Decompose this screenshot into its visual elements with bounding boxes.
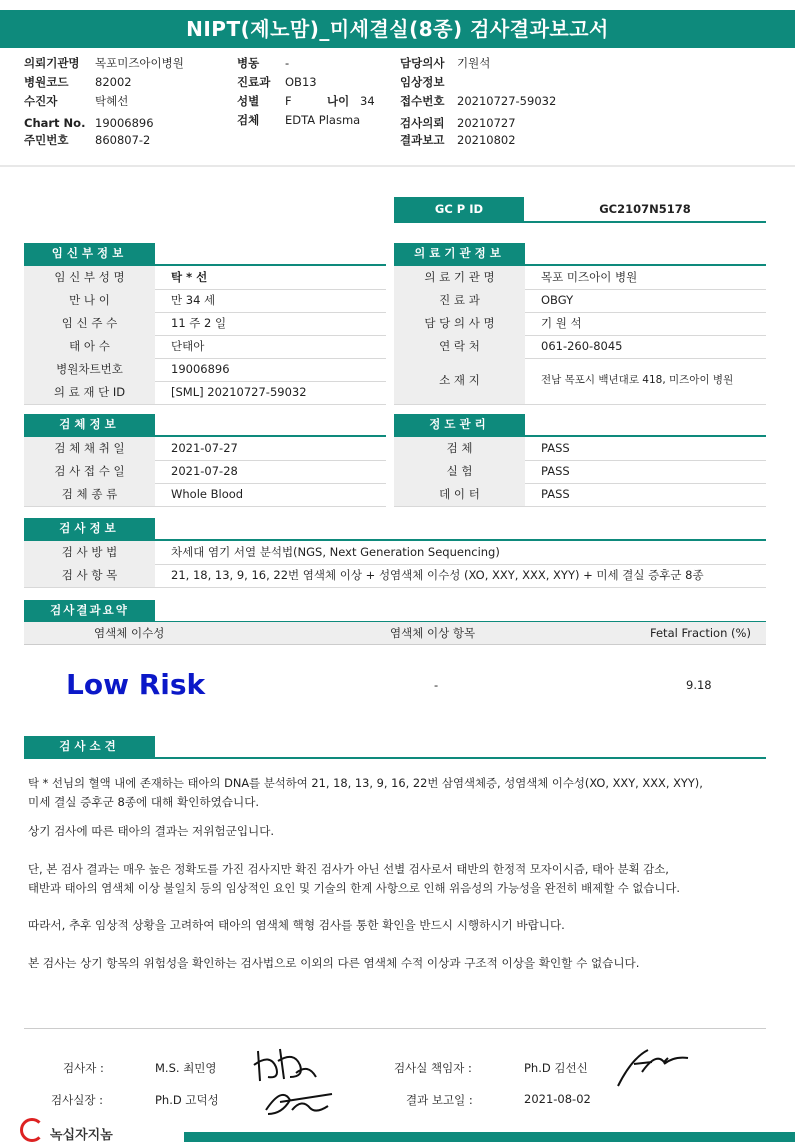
- header-label: 의뢰기관명: [24, 56, 80, 70]
- header-label: 병동: [237, 56, 260, 70]
- table-row: [24, 541, 766, 565]
- row-value: 19006896: [171, 362, 230, 376]
- signature-divider: [24, 1028, 766, 1029]
- responsible-label: 검사실 책임자 :: [394, 1061, 472, 1075]
- table-row: [394, 289, 766, 313]
- header-value: 82002: [95, 75, 132, 89]
- row-label: 의 료 기 관 명: [394, 266, 525, 289]
- header-value: 20210727: [457, 116, 516, 130]
- header-label: 결과보고: [400, 133, 445, 147]
- report-date-value: 2021-08-02: [524, 1092, 591, 1106]
- row-value: 목포 미즈아이 병원: [541, 270, 638, 284]
- row-label: 담 당 의 사 명: [394, 312, 525, 335]
- row-value: 2021-07-27: [171, 441, 238, 455]
- header-value: 탁혜선: [95, 94, 129, 108]
- header-label: 임상정보: [400, 75, 445, 89]
- table-row: [24, 564, 766, 588]
- tester-label: 검사자 :: [63, 1061, 104, 1075]
- row-value: 차세대 염기 서열 분석법(NGS, Next Generation Sequencing): [171, 545, 500, 559]
- table-row: [24, 437, 386, 461]
- row-value: Whole Blood: [171, 487, 244, 501]
- section-tab-findings: 검사소견: [24, 736, 155, 757]
- row-label: 실 험: [394, 460, 525, 483]
- row-label: 검 체 종 류: [24, 483, 155, 506]
- header-label: 검체: [237, 113, 260, 127]
- summary-col-header: Fetal Fraction (%): [650, 626, 751, 640]
- table-row: [394, 483, 766, 507]
- table-row: [24, 266, 386, 290]
- header-value: EDTA Plasma: [285, 113, 361, 127]
- table-row: [24, 289, 386, 313]
- summary-col-header: 염색체 이수성: [94, 626, 165, 640]
- row-value: PASS: [541, 464, 570, 478]
- row-label: 연 락 처: [394, 335, 525, 358]
- row-value: OBGY: [541, 293, 574, 307]
- row-value: 단태아: [171, 339, 205, 353]
- footer-logo: 녹십자지놈: [50, 1128, 113, 1143]
- row-value: PASS: [541, 441, 570, 455]
- header-value: F: [285, 94, 292, 108]
- row-label: 임 신 주 수: [24, 312, 155, 335]
- table-row: [394, 437, 766, 461]
- row-label: 검 사 접 수 일: [24, 460, 155, 483]
- abnormal-item-value: -: [434, 678, 439, 692]
- header-label: 담당의사: [400, 56, 445, 70]
- gc-pid-value: GC2107N5178: [599, 202, 691, 216]
- findings-line: 상기 검사에 따른 태아의 결과는 저위험군입니다.: [28, 824, 275, 838]
- section-rule: [24, 757, 766, 759]
- responsible-name: Ph.D 김선신: [524, 1061, 588, 1075]
- row-value: [SML] 20210727-59032: [171, 385, 307, 399]
- section-tab-test: 검사정보: [24, 518, 155, 539]
- logo-icon: [20, 1118, 44, 1142]
- header-value: 860807-2: [95, 133, 151, 147]
- row-value: 탁 * 선: [171, 270, 208, 284]
- section-tab-institution: 의료기관정보: [394, 243, 525, 264]
- row-value: 2021-07-28: [171, 464, 238, 478]
- header-label: 수진자: [24, 94, 58, 108]
- row-value: 전남 목포시 백년대로 418, 미즈아이 병원: [541, 374, 734, 386]
- table-row: [24, 460, 386, 484]
- summary-col-header: 염색체 이상 항목: [390, 626, 476, 640]
- footer-bar: [184, 1132, 795, 1142]
- findings-line: 본 검사는 상기 항목의 위험성을 확인하는 검사법으로 이외의 다른 염색체 수적 이상과 구조적 이상을 확인할 수 없습니다.: [28, 956, 640, 970]
- row-label: 소 재 지: [394, 358, 525, 404]
- header-value: 20210727-59032: [457, 94, 557, 108]
- header-label: 검사의뢰: [400, 116, 445, 130]
- row-value: 21, 18, 13, 9, 16, 22번 염색체 이상 + 성염색체 이수성 (XO, XXY, XXX, XYY) + 미세 결실 증후군 8종: [171, 568, 704, 582]
- gc-pid-bar: [394, 197, 766, 223]
- table-row: [24, 335, 386, 359]
- findings-line: 따라서, 추후 임상적 상황을 고려하여 태아의 염색체 핵형 검사를 통한 확인을 반드시 시행하시기 바랍니다.: [28, 918, 565, 932]
- header-value: 19006896: [95, 116, 154, 130]
- director-label: 검사실장 :: [51, 1093, 103, 1107]
- section-tab-qc: 정도관리: [394, 414, 525, 435]
- row-value: PASS: [541, 487, 570, 501]
- row-label: 검 체 채 취 일: [24, 437, 155, 460]
- tester-name: M.S. 최민영: [155, 1061, 217, 1075]
- findings-line: 단, 본 검사 결과는 매우 높은 정확도를 가진 검사지만 확진 검사가 아닌 선별 검사로서 태반의 한정적 모자이시즘, 태아 분획 감소,: [28, 862, 669, 876]
- row-label: 데 이 터: [394, 483, 525, 506]
- report-title: NIPT(제노맘)_미세결실(8종) 검사결과보고서: [0, 10, 795, 48]
- findings-line: 탁 * 선님의 혈액 내에 존재하는 태아의 DNA를 분석하여 21, 18, 13, 9, 16, 22번 삼염색체증, 성염색체 이수성(XO, XXY, XXX, XYY),: [28, 776, 703, 790]
- responsible-signature-icon: [612, 1042, 692, 1090]
- report-date-label: 결과 보고일 :: [406, 1093, 473, 1107]
- header-label: 접수번호: [400, 94, 445, 108]
- table-row: [394, 460, 766, 484]
- header-label: 진료과: [237, 75, 271, 89]
- row-label: 병원차트번호: [24, 358, 155, 381]
- fetal-fraction-value: 9.18: [686, 678, 712, 692]
- summary-header-row: [24, 622, 766, 645]
- table-row: [394, 312, 766, 336]
- table-row: [24, 483, 386, 507]
- header-value: OB13: [285, 75, 317, 89]
- header-label: 나이: [327, 94, 350, 108]
- header-value: 20210802: [457, 133, 516, 147]
- table-row: [394, 266, 766, 290]
- row-label: 진 료 과: [394, 289, 525, 312]
- gc-pid-label: GC P ID: [394, 197, 524, 221]
- row-label: 임 신 부 성 명: [24, 266, 155, 289]
- row-value: 11 주 2 일: [171, 316, 227, 330]
- row-label: 의 료 재 단 ID: [24, 381, 155, 404]
- findings-line: 태반과 태아의 염색체 이상 불일치 등의 임상적인 요인 및 기술의 한계 사항으로 인해 위음성의 가능성을 완전히 배제할 수 없습니다.: [28, 881, 680, 895]
- tester-signature-icon: [250, 1043, 320, 1085]
- risk-result: Low Risk: [66, 668, 206, 701]
- row-label: 검 체: [394, 437, 525, 460]
- table-row: [24, 358, 386, 382]
- header-label: 주민번호: [24, 133, 69, 147]
- director-name: Ph.D 고덕성: [155, 1093, 219, 1107]
- table-row: [394, 335, 766, 359]
- section-tab-specimen: 검체정보: [24, 414, 155, 435]
- section-tab-summary: 검사결과요약: [24, 600, 155, 621]
- row-label: 검 사 방 법: [24, 541, 155, 564]
- header-label: Chart No.: [24, 116, 86, 130]
- header-value: 목포미즈아이병원: [95, 56, 184, 70]
- row-label: 검 사 항 목: [24, 564, 155, 587]
- row-value: 061-260-8045: [541, 339, 623, 353]
- section-tab-pregnant: 임신부정보: [24, 243, 155, 264]
- header-label: 성별: [237, 94, 260, 108]
- header-divider: [0, 165, 795, 167]
- table-row: [24, 381, 386, 405]
- findings-line: 미세 결실 증후군 8종에 대해 확인하였습니다.: [28, 795, 260, 809]
- header-label: 병원코드: [24, 75, 69, 89]
- row-label: 만 나 이: [24, 289, 155, 312]
- row-value: 기 원 석: [541, 316, 582, 330]
- row-label: 태 아 수: [24, 335, 155, 358]
- director-signature-icon: [262, 1080, 337, 1120]
- table-row: [24, 312, 386, 336]
- table-row: [394, 358, 766, 405]
- header-value: -: [285, 56, 290, 70]
- row-value: 만 34 세: [171, 293, 216, 307]
- header-value: 34: [360, 94, 375, 108]
- header-value: 기원석: [457, 56, 491, 70]
